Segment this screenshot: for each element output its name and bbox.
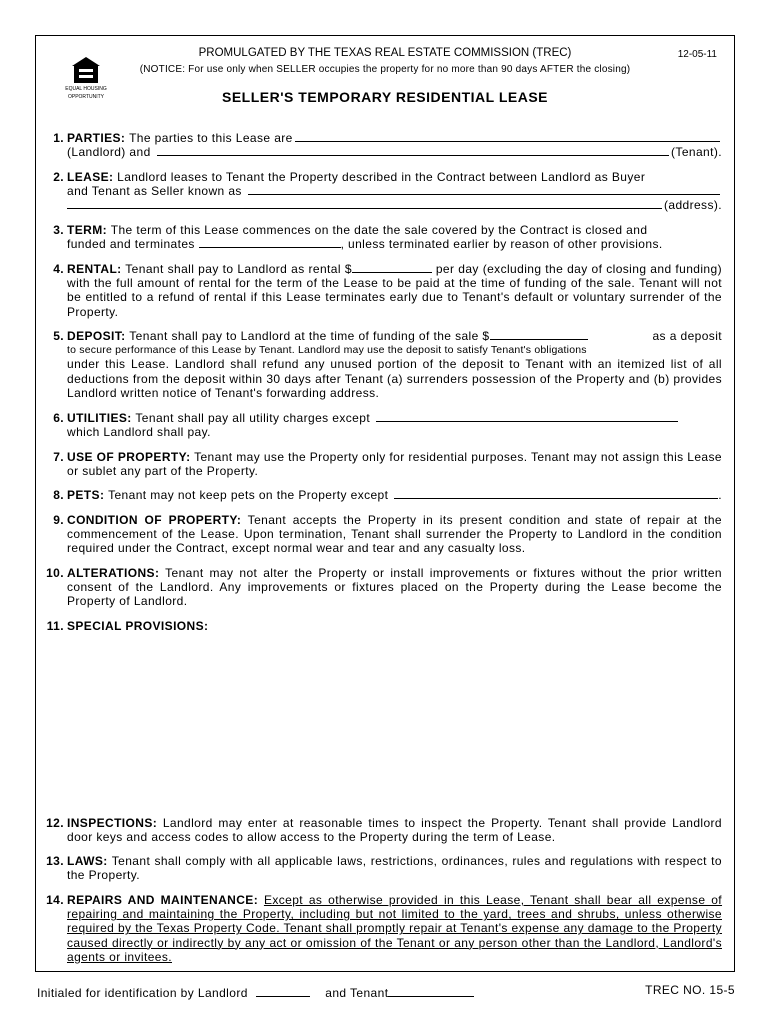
section-special-provisions (40, 619, 722, 633)
termination-date-blank[interactable] (199, 237, 341, 248)
section-heading: USE OF PROPERTY: (67, 450, 191, 464)
pets-except-blank[interactable] (394, 488, 718, 499)
section-text: under this Lease. Landlord shall refund any unused portion of the deposit to Tenant with an itemized list of all deductions from the deposit within 30 days after Tenant (a) surrenders possession of the Property and (b) provides Landlord written notice of Tenant's forwarding address. (67, 357, 722, 400)
section-heading: UTILITIES: (67, 411, 132, 425)
section-laws (40, 854, 722, 882)
section-term (40, 223, 722, 251)
page-title: SELLER'S TEMPORARY RESIDENTIAL LEASE (222, 89, 548, 105)
section-number: 1. (53, 131, 64, 145)
footer-initials (37, 986, 474, 1000)
parties-tenant-blank[interactable] (157, 145, 669, 156)
section-number: 5. (53, 329, 64, 343)
promulgated-by-line: PROMULGATED BY THE TEXAS REAL ESTATE COMMISSION (TREC) (198, 47, 572, 59)
section-heading: CONDITION OF PROPERTY: (67, 513, 242, 527)
parties-landlord-blank[interactable] (295, 131, 720, 142)
form-date: 12-05-11 (677, 49, 717, 60)
tenant-initials-blank[interactable] (388, 986, 474, 997)
section-text: to secure performance of this Lease by Tenant. Landlord may use the deposit to satisfy Tenant's obligations (67, 344, 587, 357)
section-condition-of-property (40, 513, 722, 556)
section-text: Tenant shall pay all utility charges except (135, 411, 371, 425)
section-number: 8. (53, 488, 64, 502)
section-text: per day (excluding the day of closing and funding) with the full amount of rental for the term of the Lease to be paid at the time of funding of the sale. Tenant will not be entitled to a refund of rental if this Lease terminates early due to Tenant's default or voluntary surrender of the Property. (67, 262, 722, 319)
rental-amount-blank[interactable] (352, 262, 432, 273)
section-number: 9. (53, 513, 64, 527)
section-number: 3. (53, 223, 64, 237)
section-repairs-and-maintenance (40, 893, 722, 964)
section-alterations (40, 566, 722, 609)
section-lease (40, 170, 722, 213)
section-heading: ALTERATIONS: (67, 566, 160, 580)
section-use-of-property (40, 450, 722, 478)
section-text: (address). (663, 198, 722, 213)
section-text: which Landlord shall pay. (67, 425, 211, 440)
section-deposit (40, 329, 722, 400)
section-utilities (40, 411, 722, 439)
section-heading: PETS: (67, 488, 105, 502)
form-number: TREC NO. 15-5 (645, 983, 735, 997)
equal-housing-icon (70, 56, 102, 84)
section-heading: RENTAL: (67, 262, 122, 276)
section-number: 7. (53, 450, 64, 464)
special-provisions-area[interactable] (66, 640, 721, 810)
section-number: 4. (53, 262, 64, 276)
section-text: and Tenant as Seller known as (67, 184, 242, 199)
section-heading: SPECIAL PROVISIONS: (67, 619, 209, 633)
section-number: 11. (46, 619, 64, 633)
section-heading: PARTIES: (67, 131, 126, 145)
section-number: 14. (46, 893, 64, 907)
section-inspections (40, 816, 722, 844)
section-heading: REPAIRS AND MAINTENANCE: (67, 893, 259, 907)
section-number: 12. (46, 816, 64, 830)
section-rental (40, 262, 722, 319)
section-text: as a deposit (652, 329, 722, 343)
section-text: . (718, 488, 722, 502)
notice-line: (NOTICE: For use only when SELLER occupies the property for no more than 90 days AFTER the closing) (139, 64, 631, 75)
section-text: Tenant shall pay to Landlord at the time of funding of the sale $ (129, 329, 490, 343)
section-parties (40, 131, 722, 159)
logo-caption-2: OPPORTUNITY (67, 94, 105, 100)
section-number: 2. (53, 170, 64, 184)
section-text: Landlord leases to Tenant the Property described in the Contract between Landlord as Buyer (117, 170, 646, 184)
section-heading: TERM: (67, 223, 107, 237)
section-text: (Landlord) and (67, 145, 151, 160)
initials-landlord-label: Initialed for identification by Landlord (37, 986, 248, 1000)
section-pets (40, 488, 722, 502)
section-text: Except as otherwise provided in this Lease, Tenant shall bear all expense of repairing and maintaining the Property, including but not limited to the yard, trees and shrubs, unless otherwise required by the Texas Property Code. Tenant shall promptly repair at Tenant's expense any damage to the Property caused directly or indirectly by any act or omission of the Tenant or any person other than the Landlord, Landlord's agents or invitees. (67, 893, 723, 964)
section-text: Tenant shall comply with all applicable laws, restrictions, ordinances, rules and regulations with respect to the Property. (67, 854, 722, 883)
section-text: Tenant may not alter the Property or install improvements or fixtures without the prior written consent of the Landlord. Any improvements or fixtures placed on the Property during the Lease become the Property of Landlord. (67, 566, 722, 609)
section-text: Landlord may enter at reasonable times to inspect the Property. Tenant shall provide Landlord door keys and access codes to allow access to the Property during the term of Lease. (67, 816, 723, 845)
landlord-initials-blank[interactable] (256, 986, 310, 997)
section-heading: LEASE: (67, 170, 114, 184)
section-text: Tenant shall pay to Landlord as rental $ (125, 262, 352, 276)
section-text: Tenant may not keep pets on the Property except (108, 488, 389, 502)
section-heading: LAWS: (67, 854, 108, 868)
deposit-amount-blank[interactable] (490, 329, 588, 340)
section-number: 6. (53, 411, 64, 425)
section-text: Tenant may use the Property only for residential purposes. Tenant may not assign this Lease or sublet any part of the Property. (67, 450, 722, 479)
section-text: funded and terminates (67, 237, 195, 252)
section-text: , unless terminated earlier by reason of other provisions. (340, 237, 663, 252)
section-number: 13. (46, 854, 64, 868)
section-text: Tenant accepts the Property in its present condition and state of repair at the commencement of the Lease. Upon termination, Tenant shall surrender the Property to Landlord in the condition required under the Contract, except normal wear and tear and any casualty loss. (67, 513, 722, 556)
section-number: 10. (46, 566, 64, 580)
property-address-blank[interactable] (67, 198, 662, 209)
property-known-as-blank[interactable] (248, 184, 720, 195)
section-heading: INSPECTIONS: (67, 816, 158, 830)
logo-caption-1: EQUAL HOUSING (65, 86, 107, 92)
section-text: The term of this Lease commences on the date the sale covered by the Contract is closed and (110, 223, 648, 237)
section-heading: DEPOSIT: (67, 329, 126, 343)
section-text: The parties to this Lease are (129, 131, 293, 145)
initials-tenant-label: and Tenant (325, 986, 389, 1000)
utilities-except-blank[interactable] (376, 411, 678, 422)
section-text: (Tenant). (671, 145, 722, 160)
